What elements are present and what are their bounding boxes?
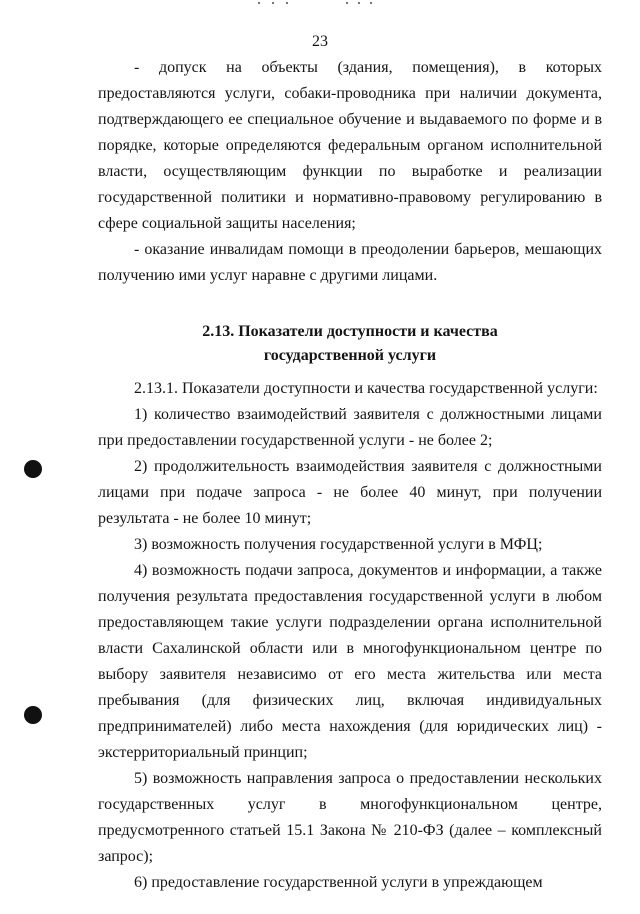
list-item-6: 6) предоставление государственной услуги в упреждающем [134, 874, 543, 891]
list-item-1: 1) количество взаимодействий заявителя с должностными лицами при предоставлении государственной услуги - не более 2; [98, 406, 602, 449]
page-number: 23 [312, 33, 328, 50]
list-item-3: 3) возможность получения государственной услуги в МФЦ; [134, 536, 543, 553]
main-text-block [98, 376, 602, 896]
list-item-4: 4) возможность подачи запроса, документов и информации, а также получения результата предоставления государственной услуги в любом предоставляющем такие услуги подразделении органа исполнительной власти Сахалинской области или в многофункциональном центре по выбору заявителя независимо от его места жительства или места пребывания (для физических лиц, включая индивидуальных предпринимателей) либо места нахождения (для юридических лиц) - экстерриториальный принцип; [98, 562, 602, 761]
scan-speck [286, 2, 288, 4]
paragraph-2-13-1: 2.13.1. Показатели доступности и качества государственной услуги: [134, 380, 598, 397]
section-heading-line-2: государственной услуги [263, 347, 437, 364]
scan-speck [272, 2, 274, 4]
scan-specks [250, 0, 390, 8]
list-item-2: 2) продолжительность взаимодействия заявителя с должностными лицами при подаче запроса - не более 40 минут, при получении результата - не более 10 минут; [98, 458, 602, 527]
binder-hole [24, 706, 42, 724]
section-heading-line-1: 2.13. Показатели доступности и качества [202, 323, 498, 340]
scan-speck [370, 2, 372, 4]
top-text-block [98, 55, 602, 289]
binder-hole [24, 460, 42, 478]
paragraph-guide-dog-access: - допуск на объекты (здания, помещения), в которых предоставляются услуги, собаки-проводника при наличии документа, подтверждающего ее специальное обучение и выдаваемого по форме и в порядке, которые определяются федеральным органом исполнительной власти, осуществляющим функции по выработке и реализации государственной политики и нормативно-правовому регулированию в сфере социальной защиты населения; [98, 59, 602, 232]
scan-speck [358, 2, 360, 4]
scan-speck [258, 2, 260, 4]
section-heading [98, 320, 602, 368]
paragraph-barrier-assistance: - оказание инвалидам помощи в преодолении барьеров, мешающих получению ими услуг наравне с другими лицами. [98, 241, 602, 284]
list-item-5: 5) возможность направления запроса о предоставлении нескольких государственных услуг в многофункциональном центре, предусмотренного статьей 15.1 Закона № 210-ФЗ (далее – комплексный запрос); [98, 770, 602, 865]
scan-speck [346, 2, 348, 4]
